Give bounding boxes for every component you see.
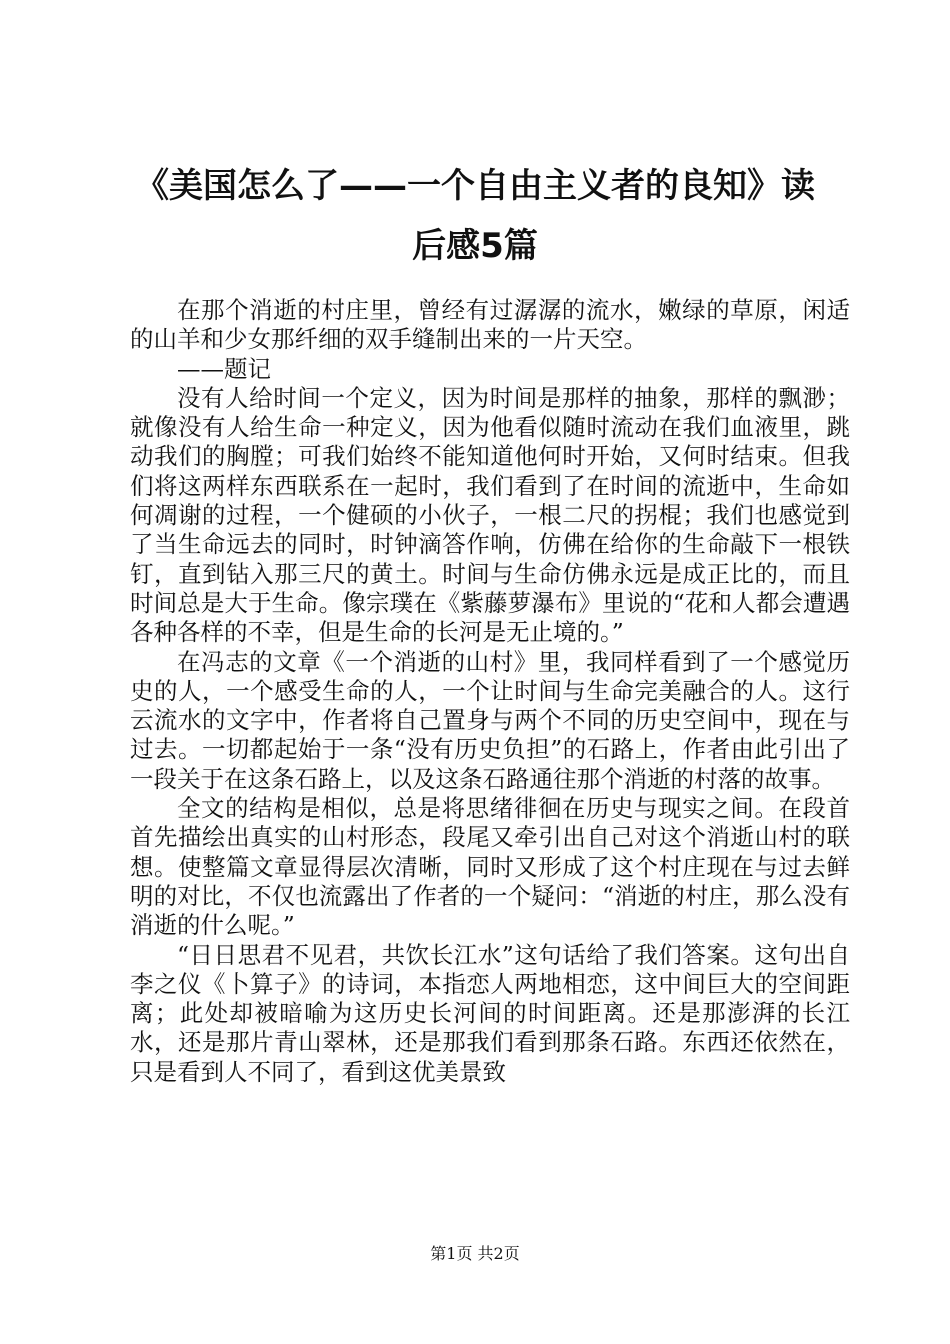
paragraph: 没有人给时间一个定义，因为时间是那样的抽象，那样的飘渺；就像没有人给生命一种定义，因为他看似随时流动在我们血液里，跳动我们的胸膛；可我们始终不能知道他何时开始，又何时结束。但我们将这两样东西联系在一起时，我们看到了在时间的流逝中，生命如何凋谢的过程，一个健硕的小伙子，一根二尺的拐棍；我们也感觉到了当生命远去的同时，时钟滴答作响，仿佛在给你的生命敲下一根铁钉，直到钻入那三尺的黄土。时间与生命仿佛永远是成正比的，而且时间总是大于生命。像宗璞在《紫藤萝瀑布》里说的“花和人都会遭遇各种各样的不幸，但是生命的长河是无止境的。” xyxy=(130,383,850,647)
document-body xyxy=(130,296,850,1087)
title-line-1: 《美国怎么了——一个自由主义者的良知》读 xyxy=(135,166,815,206)
page-number-footer: 第1页 共2页 xyxy=(430,1244,520,1263)
paragraph: 在冯志的文章《一个消逝的山村》里，我同样看到了一个感觉历史的人，一个感受生命的人，一个让时间与生命完美融合的人。这行云流水的文字中，作者将自己置身与两个不同的历史空间中，现在与过去。一切都起始于一条“没有历史负担”的石路上，作者由此引出了一段关于在这条石路上，以及这条石路通往那个消逝的村落的故事。 xyxy=(130,647,850,793)
document-title xyxy=(100,156,850,276)
paragraph: 全文的结构是相似，总是将思绪徘徊在历史与现实之间。在段首首先描绘出真实的山村形态，段尾又牵引出自己对这个消逝山村的联想。使整篇文章显得层次清晰，同时又形成了这个村庄现在与过去鲜明的对比，不仅也流露出了作者的一个疑问：“消逝的村庄，那么没有消逝的什么呢。” xyxy=(130,794,850,940)
paragraph-epigraph-source: ——题记 xyxy=(177,354,271,383)
paragraph: “日日思君不见君，共饮长江水”这句话给了我们答案。这句出自李之仪《卜算子》的诗词，本指恋人两地相恋，这中间巨大的空间距离；此处却被暗喻为这历史长河间的时间距离。还是那澎湃的长江水，还是那片青山翠林，还是那我们看到那条石路。东西还依然在，只是看到人不同了，看到这优美景致 xyxy=(130,940,850,1086)
paragraph-epigraph-text: 在那个消逝的村庄里，曾经有过潺潺的流水，嫩绿的草原，闲适的山羊和少女那纤细的双手缝制出来的一片天空。 xyxy=(130,296,850,354)
title-line-2: 后感5篇 xyxy=(412,226,538,266)
